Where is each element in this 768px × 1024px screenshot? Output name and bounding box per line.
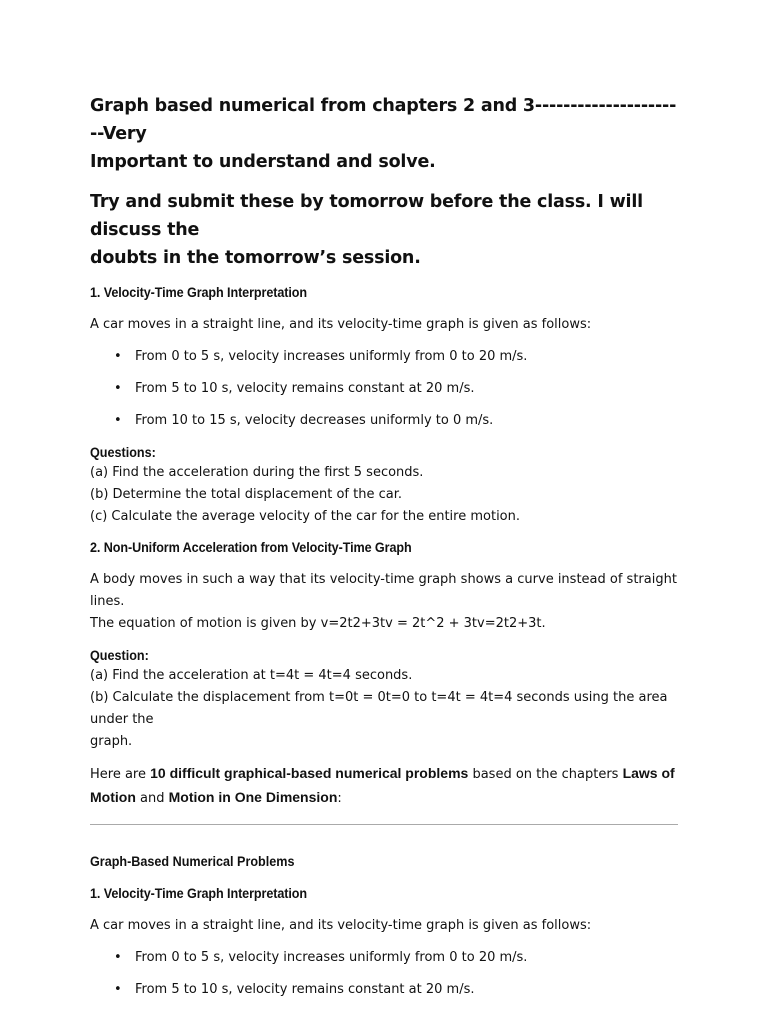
document-title [90,92,680,176]
bullet-icon: • [114,950,122,965]
question-line: (b) Calculate the displacement from t=0t = 0t=0 to t=4t = 4t=4 seconds using the area under the [90,690,668,727]
summary-bold-problems: 10 difficult graphical-based numerical problems [150,765,469,781]
problem2-question-label: Question: [90,647,149,663]
bullet-icon: • [114,413,122,428]
bullet-icon: • [114,349,122,364]
horizontal-divider [90,824,678,825]
list-item-text: From 0 to 5 s, velocity increases uniformly from 0 to 20 m/s. [135,950,528,965]
problem1-questions [90,462,680,528]
list-item [90,346,680,368]
problem2-heading: 2. Non-Uniform Acceleration from Velocity-Time Graph [90,539,412,555]
list-item-text: From 5 to 10 s, velocity remains constant at 20 m/s. [135,381,475,396]
summary-paragraph [90,762,680,810]
section-title: Graph-Based Numerical Problems [90,853,295,869]
list-item-text: From 0 to 5 s, velocity increases uniformly from 0 to 20 m/s. [135,349,528,364]
summary-and: and [135,791,169,806]
section-problem1-bullet-list [90,947,680,1001]
instruction-line-2: doubts in the tomorrow’s session. [90,248,421,268]
section-problem1-intro: A car moves in a straight line, and its velocity-time graph is given as follows: [90,918,592,933]
title-line-2: Important to understand and solve. [90,152,436,172]
problem1-questions-label: Questions: [90,444,156,460]
question-line: graph. [90,734,133,749]
summary-bold-motion: Motion [90,789,136,805]
problem1-intro: A car moves in a straight line, and its velocity-time graph is given as follows: [90,317,592,332]
problem1-heading: 1. Velocity-Time Graph Interpretation [90,284,307,300]
document-page [90,92,680,1011]
list-item [90,378,680,400]
summary-bold-one-dimension: Motion in One Dimension [168,789,338,805]
question-line: (c) Calculate the average velocity of the car for the entire motion. [90,509,521,524]
list-item-text: From 10 to 15 s, velocity decreases uniformly to 0 m/s. [135,413,494,428]
question-line: (b) Determine the total displacement of the car. [90,487,402,502]
question-line: (a) Find the acceleration at t=4t = 4t=4 seconds. [90,668,413,683]
problem2-questions [90,665,680,753]
list-item-text: From 5 to 10 s, velocity remains constant at 20 m/s. [135,982,475,997]
list-item [90,947,680,969]
instruction-line-1: Try and submit these by tomorrow before the class. I will discuss the [90,192,643,240]
summary-suffix: : [337,791,342,806]
list-item [90,979,680,1001]
section-problem1-heading: 1. Velocity-Time Graph Interpretation [90,885,307,901]
question-line: (a) Find the acceleration during the first 5 seconds. [90,465,424,480]
summary-prefix: Here are [90,767,151,782]
list-item [90,410,680,432]
title-line-1: Graph based numerical from chapters 2 and 3----------------------Very [90,96,677,144]
problem2-intro [90,569,680,635]
bullet-icon: • [114,982,122,997]
summary-middle: based on the chapters [468,767,623,782]
bullet-icon: • [114,381,122,396]
problem2-intro-line-2: The equation of motion is given by v=2t2+3tv = 2t^2 + 3tv=2t2+3t. [90,616,546,631]
problem2-intro-line-1: A body moves in such a way that its velocity-time graph shows a curve instead of straight lines. [90,572,677,609]
problem1-bullet-list [90,346,680,432]
instruction-heading [90,188,680,272]
summary-bold-laws: Laws of [622,765,675,781]
